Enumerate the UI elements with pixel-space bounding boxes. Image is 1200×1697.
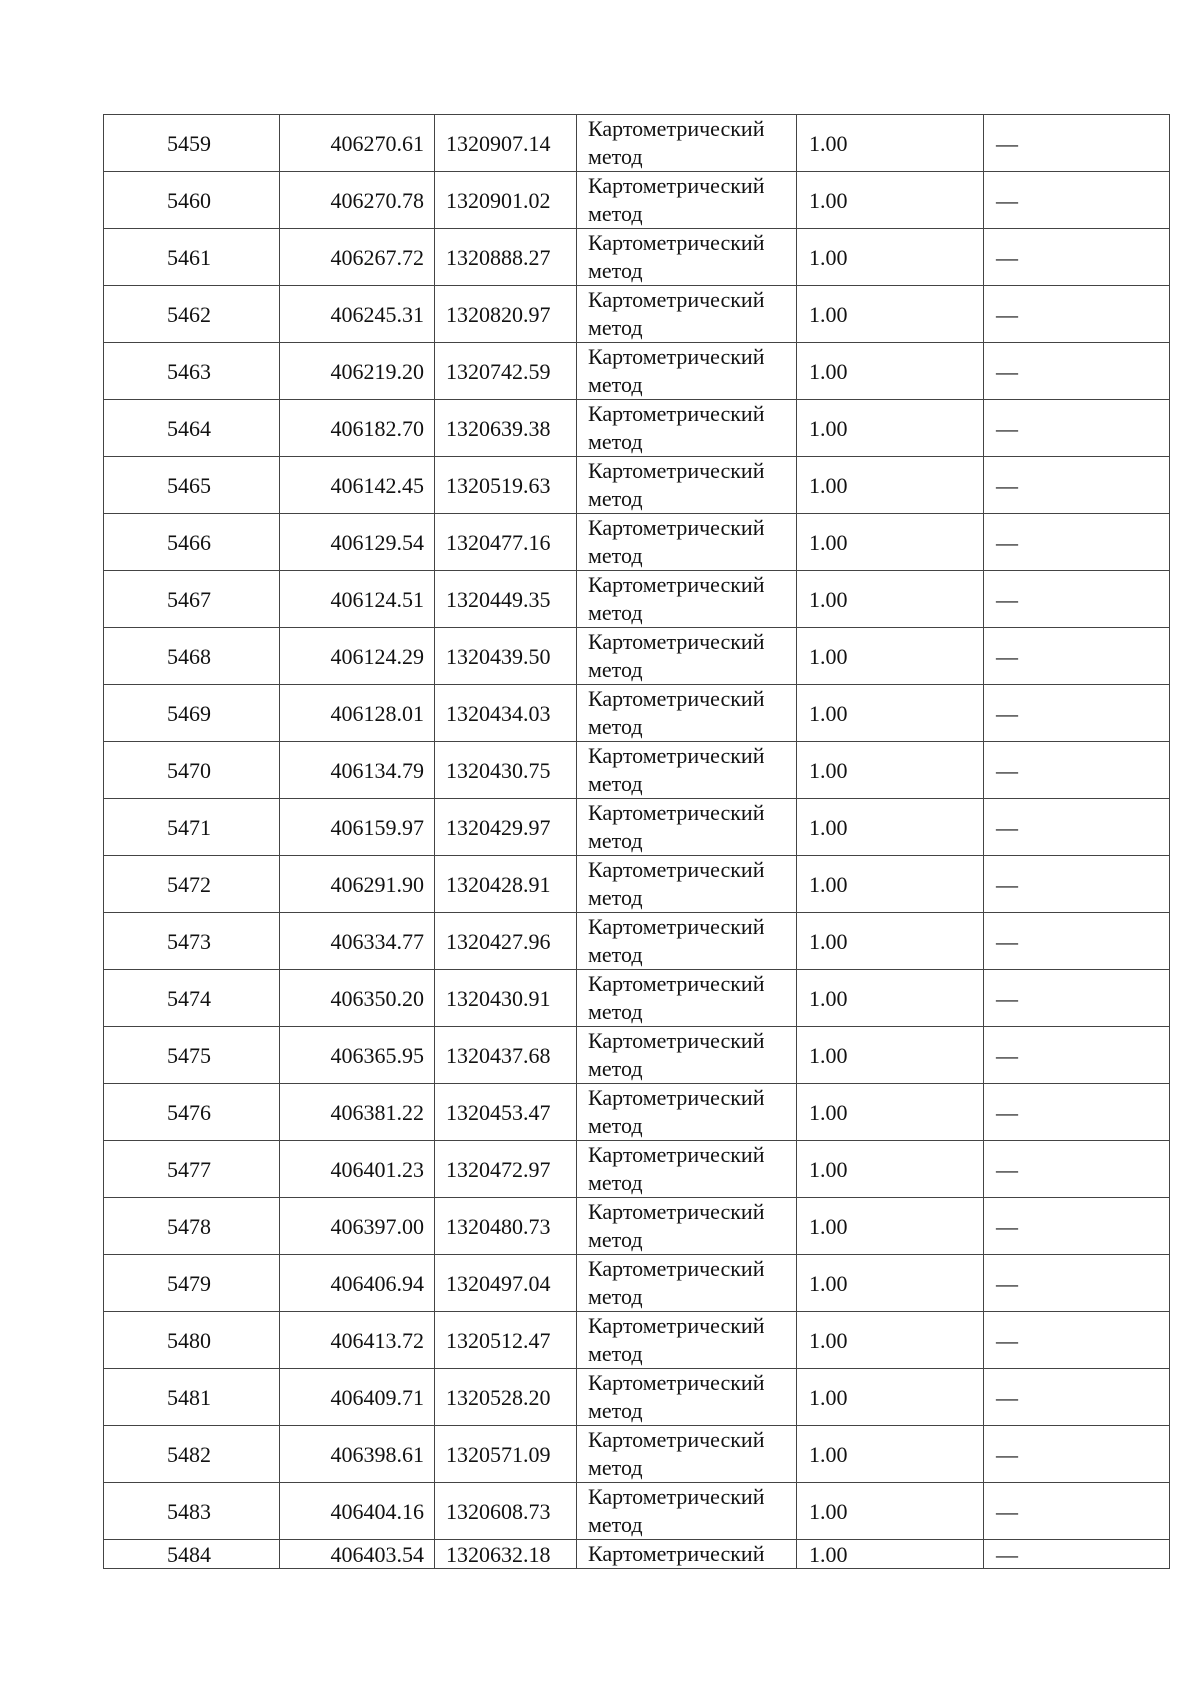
method-cell: Картометрический метод <box>577 856 797 913</box>
note-cell: — <box>984 799 1170 856</box>
y-coordinate-cell: 1320472.97 <box>435 1141 577 1198</box>
method-cell: Картометрический метод <box>577 457 797 514</box>
note-cell: — <box>984 856 1170 913</box>
precision-cell: 1.00 <box>797 229 984 286</box>
note-cell: — <box>984 1027 1170 1084</box>
table-row <box>104 457 1170 514</box>
point-number-cell: 5461 <box>104 229 280 286</box>
x-coordinate-cell: 406291.90 <box>280 856 435 913</box>
method-cell: Картометрический метод <box>577 1369 797 1426</box>
point-number-cell: 5467 <box>104 571 280 628</box>
y-coordinate-cell: 1320427.96 <box>435 913 577 970</box>
note-cell: — <box>984 457 1170 514</box>
note-cell: — <box>984 1483 1170 1540</box>
y-coordinate-cell: 1320639.38 <box>435 400 577 457</box>
point-number-cell: 5481 <box>104 1369 280 1426</box>
method-cell: Картометрический метод <box>577 1312 797 1369</box>
precision-cell: 1.00 <box>797 172 984 229</box>
point-number-cell: 5478 <box>104 1198 280 1255</box>
point-number-cell: 5472 <box>104 856 280 913</box>
table-row <box>104 742 1170 799</box>
x-coordinate-cell: 406270.61 <box>280 115 435 172</box>
method-cell: Картометрический метод <box>577 1483 797 1540</box>
x-coordinate-cell: 406403.54 <box>280 1540 435 1569</box>
point-number-cell: 5464 <box>104 400 280 457</box>
y-coordinate-cell: 1320434.03 <box>435 685 577 742</box>
y-coordinate-cell: 1320571.09 <box>435 1426 577 1483</box>
table-row <box>104 1483 1170 1540</box>
y-coordinate-cell: 1320430.75 <box>435 742 577 799</box>
x-coordinate-cell: 406267.72 <box>280 229 435 286</box>
x-coordinate-cell: 406134.79 <box>280 742 435 799</box>
x-coordinate-cell: 406334.77 <box>280 913 435 970</box>
precision-cell: 1.00 <box>797 1369 984 1426</box>
table-body <box>104 115 1170 1569</box>
precision-cell: 1.00 <box>797 1084 984 1141</box>
precision-cell: 1.00 <box>797 343 984 400</box>
precision-cell: 1.00 <box>797 742 984 799</box>
note-cell: — <box>984 1141 1170 1198</box>
precision-cell: 1.00 <box>797 913 984 970</box>
y-coordinate-cell: 1320428.91 <box>435 856 577 913</box>
method-cell: Картометрический метод <box>577 115 797 172</box>
method-cell: Картометрический метод <box>577 229 797 286</box>
precision-cell: 1.00 <box>797 856 984 913</box>
note-cell: — <box>984 685 1170 742</box>
table-row <box>104 514 1170 571</box>
x-coordinate-cell: 406413.72 <box>280 1312 435 1369</box>
point-number-cell: 5480 <box>104 1312 280 1369</box>
note-cell: — <box>984 1255 1170 1312</box>
x-coordinate-cell: 406124.51 <box>280 571 435 628</box>
note-cell: — <box>984 1369 1170 1426</box>
note-cell: — <box>984 229 1170 286</box>
point-number-cell: 5484 <box>104 1540 280 1569</box>
precision-cell: 1.00 <box>797 970 984 1027</box>
precision-cell: 1.00 <box>797 628 984 685</box>
x-coordinate-cell: 406397.00 <box>280 1198 435 1255</box>
note-cell: — <box>984 628 1170 685</box>
method-cell: Картометрический метод <box>577 970 797 1027</box>
y-coordinate-cell: 1320632.18 <box>435 1540 577 1569</box>
precision-cell: 1.00 <box>797 514 984 571</box>
precision-cell: 1.00 <box>797 1198 984 1255</box>
precision-cell: 1.00 <box>797 571 984 628</box>
x-coordinate-cell: 406404.16 <box>280 1483 435 1540</box>
y-coordinate-cell: 1320528.20 <box>435 1369 577 1426</box>
x-coordinate-cell: 406365.95 <box>280 1027 435 1084</box>
method-cell: Картометрический <box>577 1540 797 1569</box>
table-row <box>104 1027 1170 1084</box>
precision-cell: 1.00 <box>797 799 984 856</box>
x-coordinate-cell: 406142.45 <box>280 457 435 514</box>
point-number-cell: 5463 <box>104 343 280 400</box>
y-coordinate-cell: 1320820.97 <box>435 286 577 343</box>
table-row <box>104 172 1170 229</box>
precision-cell: 1.00 <box>797 1426 984 1483</box>
x-coordinate-cell: 406350.20 <box>280 970 435 1027</box>
precision-cell: 1.00 <box>797 685 984 742</box>
note-cell: — <box>984 1084 1170 1141</box>
point-number-cell: 5465 <box>104 457 280 514</box>
precision-cell: 1.00 <box>797 457 984 514</box>
table-row <box>104 1084 1170 1141</box>
table-row <box>104 115 1170 172</box>
x-coordinate-cell: 406398.61 <box>280 1426 435 1483</box>
x-coordinate-cell: 406245.31 <box>280 286 435 343</box>
y-coordinate-cell: 1320742.59 <box>435 343 577 400</box>
table-row <box>104 970 1170 1027</box>
point-number-cell: 5475 <box>104 1027 280 1084</box>
point-number-cell: 5479 <box>104 1255 280 1312</box>
y-coordinate-cell: 1320608.73 <box>435 1483 577 1540</box>
note-cell: — <box>984 571 1170 628</box>
method-cell: Картометрический метод <box>577 628 797 685</box>
table-row <box>104 628 1170 685</box>
x-coordinate-cell: 406129.54 <box>280 514 435 571</box>
y-coordinate-cell: 1320437.68 <box>435 1027 577 1084</box>
y-coordinate-cell: 1320907.14 <box>435 115 577 172</box>
method-cell: Картометрический метод <box>577 1084 797 1141</box>
point-number-cell: 5459 <box>104 115 280 172</box>
table-row <box>104 1540 1170 1569</box>
table-row <box>104 1312 1170 1369</box>
table-row <box>104 685 1170 742</box>
x-coordinate-cell: 406270.78 <box>280 172 435 229</box>
note-cell: — <box>984 514 1170 571</box>
x-coordinate-cell: 406219.20 <box>280 343 435 400</box>
note-cell: — <box>984 742 1170 799</box>
note-cell: — <box>984 343 1170 400</box>
x-coordinate-cell: 406406.94 <box>280 1255 435 1312</box>
note-cell: — <box>984 172 1170 229</box>
method-cell: Картометрический метод <box>577 742 797 799</box>
y-coordinate-cell: 1320519.63 <box>435 457 577 514</box>
point-number-cell: 5469 <box>104 685 280 742</box>
note-cell: — <box>984 400 1170 457</box>
x-coordinate-cell: 406124.29 <box>280 628 435 685</box>
table-row <box>104 400 1170 457</box>
method-cell: Картометрический метод <box>577 1255 797 1312</box>
point-number-cell: 5470 <box>104 742 280 799</box>
method-cell: Картометрический метод <box>577 343 797 400</box>
note-cell: — <box>984 115 1170 172</box>
method-cell: Картометрический метод <box>577 571 797 628</box>
table-row <box>104 571 1170 628</box>
precision-cell: 1.00 <box>797 1483 984 1540</box>
table-row <box>104 913 1170 970</box>
point-number-cell: 5462 <box>104 286 280 343</box>
point-number-cell: 5460 <box>104 172 280 229</box>
table-row <box>104 343 1170 400</box>
precision-cell: 1.00 <box>797 1027 984 1084</box>
note-cell: — <box>984 1312 1170 1369</box>
table-row <box>104 286 1170 343</box>
method-cell: Картометрический метод <box>577 1426 797 1483</box>
y-coordinate-cell: 1320888.27 <box>435 229 577 286</box>
method-cell: Картометрический метод <box>577 286 797 343</box>
note-cell: — <box>984 286 1170 343</box>
method-cell: Картометрический метод <box>577 685 797 742</box>
coordinates-table <box>103 114 1170 1569</box>
point-number-cell: 5483 <box>104 1483 280 1540</box>
x-coordinate-cell: 406381.22 <box>280 1084 435 1141</box>
y-coordinate-cell: 1320901.02 <box>435 172 577 229</box>
point-number-cell: 5477 <box>104 1141 280 1198</box>
table-row <box>104 1369 1170 1426</box>
point-number-cell: 5476 <box>104 1084 280 1141</box>
precision-cell: 1.00 <box>797 1255 984 1312</box>
precision-cell: 1.00 <box>797 1141 984 1198</box>
precision-cell: 1.00 <box>797 286 984 343</box>
point-number-cell: 5482 <box>104 1426 280 1483</box>
x-coordinate-cell: 406128.01 <box>280 685 435 742</box>
table-row <box>104 799 1170 856</box>
method-cell: Картометрический метод <box>577 1198 797 1255</box>
point-number-cell: 5471 <box>104 799 280 856</box>
note-cell: — <box>984 913 1170 970</box>
note-cell: — <box>984 1426 1170 1483</box>
method-cell: Картометрический метод <box>577 1141 797 1198</box>
table-row <box>104 1141 1170 1198</box>
precision-cell: 1.00 <box>797 1540 984 1569</box>
y-coordinate-cell: 1320477.16 <box>435 514 577 571</box>
y-coordinate-cell: 1320449.35 <box>435 571 577 628</box>
precision-cell: 1.00 <box>797 400 984 457</box>
method-cell: Картометрический метод <box>577 172 797 229</box>
precision-cell: 1.00 <box>797 1312 984 1369</box>
table-row <box>104 229 1170 286</box>
y-coordinate-cell: 1320480.73 <box>435 1198 577 1255</box>
x-coordinate-cell: 406159.97 <box>280 799 435 856</box>
note-cell: — <box>984 1540 1170 1569</box>
point-number-cell: 5466 <box>104 514 280 571</box>
x-coordinate-cell: 406409.71 <box>280 1369 435 1426</box>
point-number-cell: 5474 <box>104 970 280 1027</box>
point-number-cell: 5473 <box>104 913 280 970</box>
y-coordinate-cell: 1320429.97 <box>435 799 577 856</box>
x-coordinate-cell: 406182.70 <box>280 400 435 457</box>
y-coordinate-cell: 1320497.04 <box>435 1255 577 1312</box>
y-coordinate-cell: 1320439.50 <box>435 628 577 685</box>
method-cell: Картометрический метод <box>577 1027 797 1084</box>
method-cell: Картометрический метод <box>577 400 797 457</box>
table-row <box>104 1255 1170 1312</box>
x-coordinate-cell: 406401.23 <box>280 1141 435 1198</box>
table-row <box>104 856 1170 913</box>
method-cell: Картометрический метод <box>577 799 797 856</box>
y-coordinate-cell: 1320512.47 <box>435 1312 577 1369</box>
method-cell: Картометрический метод <box>577 514 797 571</box>
table-row <box>104 1198 1170 1255</box>
y-coordinate-cell: 1320430.91 <box>435 970 577 1027</box>
table-row <box>104 1426 1170 1483</box>
note-cell: — <box>984 1198 1170 1255</box>
precision-cell: 1.00 <box>797 115 984 172</box>
point-number-cell: 5468 <box>104 628 280 685</box>
method-cell: Картометрический метод <box>577 913 797 970</box>
y-coordinate-cell: 1320453.47 <box>435 1084 577 1141</box>
note-cell: — <box>984 970 1170 1027</box>
